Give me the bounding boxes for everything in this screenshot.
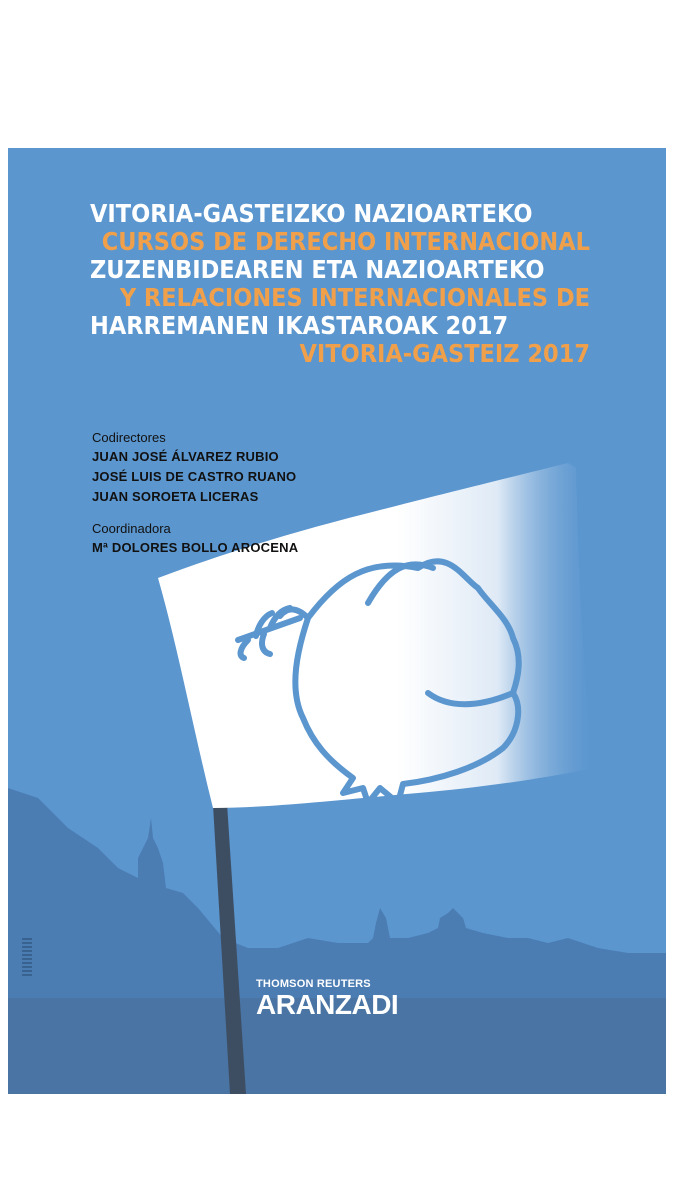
- title-line-eu-3: HARREMANEN IKASTAROAK 2017: [90, 311, 509, 340]
- coordinator-role: Coordinadora: [92, 521, 171, 536]
- title-line-eu-1: VITORIA-GASTEIZKO NAZIOARTEKO: [90, 199, 533, 228]
- title-block: [90, 200, 590, 368]
- title-line-es-2: Y RELACIONES INTERNACIONALES DE: [119, 283, 590, 312]
- title-line-eu-2: ZUZENBIDEAREN ETA NAZIOARTEKO: [90, 255, 545, 284]
- credits-block: [92, 430, 298, 558]
- publisher-line-1: THOMSON REUTERS: [256, 978, 371, 990]
- codirector-name: JUAN JOSÉ ÁLVAREZ RUBIO: [92, 449, 279, 464]
- codirector-name: JUAN SOROETA LICERAS: [92, 489, 259, 504]
- coordinator-name: Mª DOLORES BOLLO AROCENA: [92, 540, 299, 555]
- codirectors-role: Codirectores: [92, 430, 166, 445]
- book-cover: [8, 148, 666, 1094]
- photo-credit-mark: [22, 938, 32, 978]
- publisher-logo: [256, 978, 398, 1020]
- codirector-name: JOSÉ LUIS DE CASTRO RUANO: [92, 469, 297, 484]
- publisher-line-2: ARANZADI: [256, 989, 399, 1020]
- title-line-es-1: CURSOS DE DERECHO INTERNACIONAL: [101, 227, 590, 256]
- title-line-es-3: VITORIA-GASTEIZ 2017: [299, 339, 590, 368]
